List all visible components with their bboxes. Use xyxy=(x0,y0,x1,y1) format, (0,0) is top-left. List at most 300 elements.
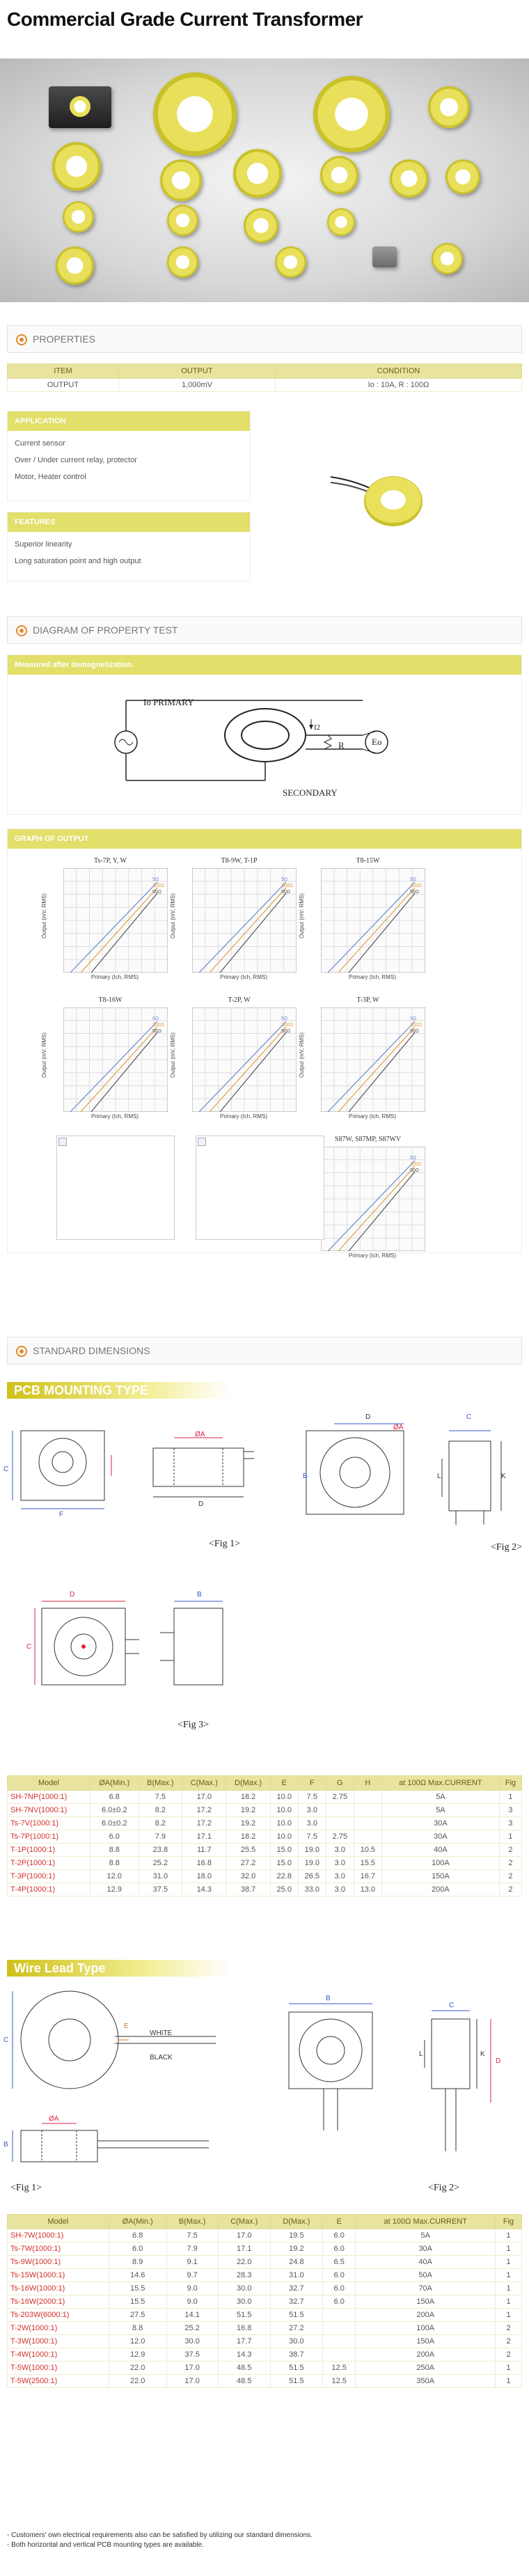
table-cell: 3.0 xyxy=(298,1817,326,1830)
table-cell: 13.0 xyxy=(354,1883,381,1896)
page-title: Commercial Grade Current Transformer xyxy=(7,8,363,30)
table-cell: Ts-9W(1000:1) xyxy=(8,2256,109,2269)
ring-ct-product xyxy=(275,246,306,278)
table-row xyxy=(8,1817,522,1830)
table-cell: 1 xyxy=(499,1830,521,1844)
table-cell: 31.0 xyxy=(270,2269,322,2282)
table-cell: 3 xyxy=(499,1817,521,1830)
column-header: ØA(Min.) xyxy=(109,2215,166,2229)
column-header: OUTPUT xyxy=(119,364,276,379)
table-cell: 6.0 xyxy=(322,2229,356,2243)
table-cell: 16.7 xyxy=(354,1870,381,1883)
black-ct-product xyxy=(49,86,111,128)
table-cell xyxy=(326,1817,354,1830)
chart-title: T8-15W xyxy=(356,857,380,865)
table-cell: Io : 10A, R : 100Ω xyxy=(276,379,522,392)
table-cell: 1 xyxy=(496,2375,522,2388)
legend-entry: 100Ω xyxy=(410,1023,422,1028)
ring-ct-product xyxy=(390,159,428,198)
table-cell: 50A xyxy=(356,2269,496,2282)
table-cell: 7.5 xyxy=(298,1791,326,1804)
table-cell: 17.0 xyxy=(218,2229,270,2243)
table-cell: 1 xyxy=(496,2295,522,2309)
table-cell: 3.0 xyxy=(326,1857,354,1870)
column-header: B(Max.) xyxy=(139,1776,182,1791)
table-cell: Ts-16W(1000:1) xyxy=(8,2282,109,2295)
table-cell: 3.0 xyxy=(326,1883,354,1896)
table-cell: 17.0 xyxy=(166,2362,218,2375)
table-cell: T-3P(1000:1) xyxy=(8,1870,90,1883)
table-cell: 17.1 xyxy=(182,1830,226,1844)
primary-label: Io PRIMARY xyxy=(143,697,194,707)
table-row xyxy=(8,2309,522,2322)
table-cell: 19.0 xyxy=(298,1857,326,1870)
table-cell: 2 xyxy=(496,2348,522,2362)
table-cell: 51.5 xyxy=(218,2309,270,2322)
table-row xyxy=(8,1857,522,1870)
table-cell: 1 xyxy=(499,1791,521,1804)
y-axis-label: Output (mV, RMS) xyxy=(170,893,177,939)
legend-entry: 100Ω xyxy=(281,1023,293,1028)
table-cell: 51.5 xyxy=(270,2375,322,2388)
table-row xyxy=(8,2375,522,2388)
table-cell: 9.7 xyxy=(166,2269,218,2282)
legend-entry: 100Ω xyxy=(152,883,164,888)
table-row xyxy=(8,1844,522,1857)
table-cell: 7.5 xyxy=(139,1791,182,1804)
table-cell: 6.5 xyxy=(322,2256,356,2269)
table-cell: OUTPUT xyxy=(8,379,119,392)
table-cell: 23.8 xyxy=(139,1844,182,1857)
table-cell: 8.8 xyxy=(90,1857,139,1870)
table-cell: 5A xyxy=(381,1804,499,1817)
wire-fig1-side-drawing xyxy=(7,2116,223,2172)
ring-ct-product xyxy=(167,205,198,236)
table-cell: 15.5 xyxy=(109,2295,166,2309)
table-cell: 25.0 xyxy=(270,1883,298,1896)
notes xyxy=(7,2531,522,2550)
table-cell: 22.0 xyxy=(218,2256,270,2269)
y-axis-label: Output (mV, RMS) xyxy=(41,893,48,939)
feature-item: Long saturation point and high output xyxy=(15,557,141,565)
table-cell: 14.6 xyxy=(109,2269,166,2282)
ring-ct-product xyxy=(313,76,390,152)
x-axis-label: Primary (Ich, RMS) xyxy=(349,1252,396,1259)
output-chart xyxy=(170,996,300,1125)
table-cell: 18.2 xyxy=(226,1830,270,1844)
table-cell: 2 xyxy=(496,2335,522,2348)
table-cell: 2.75 xyxy=(326,1830,354,1844)
table-cell: 2 xyxy=(499,1857,521,1870)
column-header: E xyxy=(322,2215,356,2229)
table-cell: 17.0 xyxy=(166,2375,218,2388)
legend-entry: 5Ω xyxy=(152,877,159,882)
ring-ct-product xyxy=(432,243,463,274)
table-cell: 15.0 xyxy=(270,1857,298,1870)
table-cell: T-1P(1000:1) xyxy=(8,1844,90,1857)
legend-entry: 5Ω xyxy=(410,1156,417,1161)
table-cell: 1 xyxy=(496,2282,522,2295)
table-cell: 6.0 xyxy=(109,2243,166,2256)
table-cell: 32.7 xyxy=(270,2295,322,2309)
table-cell: 27.5 xyxy=(109,2309,166,2322)
ring-ct-product xyxy=(56,246,94,285)
table-cell: 6.8 xyxy=(90,1791,139,1804)
features-title: FEATURES xyxy=(8,512,250,532)
table-cell: 33.0 xyxy=(298,1883,326,1896)
table-cell: 18.2 xyxy=(226,1791,270,1804)
table-cell: 37.5 xyxy=(166,2348,218,2362)
y-axis-label: Output (mV, RMS) xyxy=(299,893,306,939)
table-row xyxy=(8,2348,522,2362)
chart-plot-area xyxy=(63,868,168,973)
x-axis-label: Primary (Ich, RMS) xyxy=(220,974,267,980)
column-header: G xyxy=(326,1776,354,1791)
table-cell xyxy=(322,2309,356,2322)
section-diagram xyxy=(7,616,522,644)
wire-dimensions-table xyxy=(7,2214,522,2388)
table-cell xyxy=(322,2335,356,2348)
application-panel xyxy=(7,411,251,501)
legend-entry: 5Ω xyxy=(152,1016,159,1021)
x-axis-label: Primary (Ich, RMS) xyxy=(91,1113,139,1120)
table-row xyxy=(8,2362,522,2375)
chart-plot-area xyxy=(192,868,297,973)
table-cell: 14.1 xyxy=(166,2309,218,2322)
table-cell: 3.0 xyxy=(326,1870,354,1883)
table-cell: 12.5 xyxy=(322,2362,356,2375)
table-cell: 30A xyxy=(356,2243,496,2256)
wire-fig1-drawing xyxy=(7,1984,258,2096)
table-cell xyxy=(354,1817,381,1830)
legend-entry: 5Ω xyxy=(410,877,417,882)
ring-ct-product xyxy=(428,86,470,128)
legend-entry: 100Ω xyxy=(281,883,293,888)
application-item: Over / Under current relay, protector xyxy=(15,456,137,464)
table-cell: 48.5 xyxy=(218,2375,270,2388)
table-cell: Ts-16W(2000:1) xyxy=(8,2295,109,2309)
pcb-fig1-drawing xyxy=(7,1417,271,1535)
table-cell: 8.8 xyxy=(109,2322,166,2335)
table-cell: 12.0 xyxy=(90,1870,139,1883)
chart-title: T8-16W xyxy=(98,996,123,1004)
table-cell: 17.7 xyxy=(218,2335,270,2348)
bullet-icon xyxy=(16,334,27,345)
section-label: DIAGRAM OF PROPERTY TEST xyxy=(33,625,178,636)
chart-title: T-2P, W xyxy=(228,996,251,1004)
table-cell: 350A xyxy=(356,2375,496,2388)
ring-ct-product xyxy=(244,208,278,243)
i2-label: I2 xyxy=(314,723,321,732)
table-cell: 22.8 xyxy=(270,1870,298,1883)
output-chart xyxy=(41,996,171,1125)
table-cell: 100A xyxy=(381,1857,499,1870)
column-header: D(Max.) xyxy=(270,2215,322,2229)
table-cell: T-4W(1000:1) xyxy=(8,2348,109,2362)
x-axis-label: Primary (Ich, RMS) xyxy=(91,974,139,980)
table-cell: T-2P(1000:1) xyxy=(8,1857,90,1870)
small-ct-product xyxy=(372,246,397,267)
x-axis-label: Primary (Ich, RMS) xyxy=(349,1113,396,1120)
column-header: ØA(Min.) xyxy=(90,1776,139,1791)
table-row xyxy=(8,2335,522,2348)
table-row xyxy=(8,2229,522,2243)
table-cell: 30.0 xyxy=(218,2282,270,2295)
table-cell: 5A xyxy=(356,2229,496,2243)
table-cell: 6.0±0.2 xyxy=(90,1804,139,1817)
table-cell: 30.0 xyxy=(166,2335,218,2348)
table-cell: 18.0 xyxy=(182,1870,226,1883)
legend-entry: 5Ω xyxy=(281,1016,288,1021)
table-cell: SH-7NP(1000:1) xyxy=(8,1791,90,1804)
table-cell: 30A xyxy=(381,1830,499,1844)
table-cell: 51.5 xyxy=(270,2362,322,2375)
legend-entry: 50Ω xyxy=(410,890,420,895)
output-chart xyxy=(299,857,429,986)
table-cell: 30.0 xyxy=(218,2295,270,2309)
table-row xyxy=(8,1870,522,1883)
table-cell: 2 xyxy=(499,1870,521,1883)
table-cell: 22.0 xyxy=(109,2375,166,2388)
column-header: CONDITION xyxy=(276,364,522,379)
table-cell: 8.9 xyxy=(109,2256,166,2269)
table-cell: 16.8 xyxy=(182,1857,226,1870)
table-cell: 1 xyxy=(496,2269,522,2282)
table-cell: 15.5 xyxy=(354,1857,381,1870)
y-axis-label: Output (mV, RMS) xyxy=(299,1032,306,1078)
ring-ct-product xyxy=(167,246,198,278)
pcb-fig2-drawing xyxy=(292,1410,522,1542)
table-cell: 6.0±0.2 xyxy=(90,1817,139,1830)
table-cell: 6.8 xyxy=(109,2229,166,2243)
table-cell: 7.5 xyxy=(166,2229,218,2243)
pcb-fig2-label: <Fig 2> xyxy=(491,1542,522,1553)
ring-ct-product xyxy=(52,142,101,191)
feature-item: Superior linearity xyxy=(15,540,72,549)
table-cell: 3.0 xyxy=(326,1844,354,1857)
table-cell: 10.0 xyxy=(270,1817,298,1830)
table-cell: 5A xyxy=(381,1791,499,1804)
pcb-fig1-label: <Fig 1> xyxy=(209,1539,240,1549)
table-cell: 3 xyxy=(499,1804,521,1817)
section-label: PROPERTIES xyxy=(33,333,95,345)
table-cell: 27.2 xyxy=(226,1857,270,1870)
table-cell: 2 xyxy=(499,1844,521,1857)
table-cell: 51.5 xyxy=(270,2309,322,2322)
chart-plot-area xyxy=(321,1147,425,1251)
column-header: Model xyxy=(8,2215,109,2229)
table-cell: 31.0 xyxy=(139,1870,182,1883)
column-header: Model xyxy=(8,1776,90,1791)
pcb-dimensions-table xyxy=(7,1775,522,1896)
wire-banner: Wire Lead Type xyxy=(7,1960,230,1977)
table-cell: 9.1 xyxy=(166,2256,218,2269)
column-header: C(Max.) xyxy=(218,2215,270,2229)
table-cell: T-2W(1000:1) xyxy=(8,2322,109,2335)
legend-entry: 100Ω xyxy=(410,1162,422,1167)
table-cell: 8.2 xyxy=(139,1817,182,1830)
table-cell: 11.7 xyxy=(182,1844,226,1857)
y-axis-label: Output (mV, RMS) xyxy=(170,1032,177,1078)
table-row xyxy=(8,2282,522,2295)
table-cell: SH-7W(1000:1) xyxy=(8,2229,109,2243)
note-item: - Customers' own electrical requirements also can be satisfied by utilizing our standard dimensions. xyxy=(7,2531,313,2539)
application-product-photo xyxy=(327,456,425,533)
table-cell: SH-7NV(1000:1) xyxy=(8,1804,90,1817)
table-cell: 150A xyxy=(356,2295,496,2309)
pcb-fig3-drawing xyxy=(21,1591,258,1702)
table-cell: 26.5 xyxy=(298,1870,326,1883)
ring-ct-product xyxy=(320,156,358,194)
black-wire-label: BLACK xyxy=(150,2054,173,2061)
table-cell: 7.9 xyxy=(139,1830,182,1844)
table-cell: 150A xyxy=(356,2335,496,2348)
table-cell: 25.2 xyxy=(166,2322,218,2335)
y-axis-label: Output (mV, RMS) xyxy=(41,1032,48,1078)
table-cell: 32.0 xyxy=(226,1870,270,1883)
output-chart xyxy=(307,1136,429,1264)
table-cell: 250A xyxy=(356,2362,496,2375)
table-cell: 6.0 xyxy=(322,2243,356,2256)
r-label: R xyxy=(338,740,345,751)
output-chart xyxy=(41,857,171,986)
note-item: - Both horizontal and vertical PCB mounting types are available. xyxy=(7,2541,204,2549)
table-cell: Ts-7P(1000:1) xyxy=(8,1830,90,1844)
pcb-fig3-label: <Fig 3> xyxy=(177,1720,209,1730)
table-cell: 3.0 xyxy=(298,1804,326,1817)
application-item: Motor, Heater control xyxy=(15,473,86,481)
table-cell: T-5W(2500:1) xyxy=(8,2375,109,2388)
table-cell: 24.8 xyxy=(270,2256,322,2269)
table-cell: T-4P(1000:1) xyxy=(8,1883,90,1896)
legend-entry: 50Ω xyxy=(410,1029,420,1034)
chart-plot-area xyxy=(321,868,425,973)
table-row xyxy=(8,2269,522,2282)
legend-entry: 50Ω xyxy=(410,1168,420,1173)
table-cell: 150A xyxy=(381,1870,499,1883)
features-panel xyxy=(7,512,251,581)
legend-entry: 50Ω xyxy=(281,1029,291,1034)
table-cell: 2 xyxy=(496,2322,522,2335)
table-cell: 25.2 xyxy=(139,1857,182,1870)
graph-panel xyxy=(7,828,522,1259)
table-cell: T-5W(1000:1) xyxy=(8,2362,109,2375)
measurement-panel xyxy=(7,654,522,815)
table-cell: 17.2 xyxy=(182,1804,226,1817)
bullet-icon xyxy=(16,625,27,636)
chart-title: Ts-7P, Y, W xyxy=(94,857,127,865)
ring-ct-product xyxy=(327,208,355,236)
table-cell: 2.75 xyxy=(326,1791,354,1804)
eo-label: Eo xyxy=(372,737,382,747)
table-row xyxy=(8,1883,522,1896)
ring-ct-product xyxy=(153,72,237,156)
table-cell: 17.0 xyxy=(182,1791,226,1804)
table-cell xyxy=(354,1804,381,1817)
table-cell: 19.2 xyxy=(226,1804,270,1817)
table-cell: 15.0 xyxy=(270,1844,298,1857)
table-cell: 38.7 xyxy=(270,2348,322,2362)
table-cell: 14.3 xyxy=(182,1883,226,1896)
table-cell: 70A xyxy=(356,2282,496,2295)
white-wire-label: WHITE xyxy=(150,2029,173,2037)
column-header: D(Max.) xyxy=(226,1776,270,1791)
missing-image-icon xyxy=(56,1136,175,1240)
table-cell: 9.0 xyxy=(166,2282,218,2295)
table-cell: 25.5 xyxy=(226,1844,270,1857)
table-cell: 14.3 xyxy=(218,2348,270,2362)
table-cell: Ts-15W(1000:1) xyxy=(8,2269,109,2282)
properties-table xyxy=(7,363,522,392)
table-row xyxy=(8,1804,522,1817)
table-cell: 1 xyxy=(496,2309,522,2322)
table-cell: 200A xyxy=(356,2309,496,2322)
wire-fig1-label: <Fig 1> xyxy=(10,2183,42,2193)
table-cell: 1 xyxy=(496,2362,522,2375)
ring-ct-product xyxy=(160,159,202,201)
table-cell: 10.0 xyxy=(270,1804,298,1817)
table-cell: 6.0 xyxy=(90,1830,139,1844)
legend-entry: 5Ω xyxy=(281,877,288,882)
table-cell: 15.5 xyxy=(109,2282,166,2295)
x-axis-label: Primary (Ich, RMS) xyxy=(220,1113,267,1120)
table-cell: 2 xyxy=(499,1883,521,1896)
column-header: ITEM xyxy=(8,364,119,379)
table-cell: 8.2 xyxy=(139,1804,182,1817)
table-cell: 32.7 xyxy=(270,2282,322,2295)
table-cell: 10.5 xyxy=(354,1844,381,1857)
table-cell: 22.0 xyxy=(109,2362,166,2375)
table-cell: 40A xyxy=(356,2256,496,2269)
legend-entry: 50Ω xyxy=(152,890,162,895)
x-axis-label: Primary (Ich, RMS) xyxy=(349,974,396,980)
table-cell: 16.8 xyxy=(218,2322,270,2335)
table-cell: 28.3 xyxy=(218,2269,270,2282)
table-row xyxy=(8,2295,522,2309)
table-cell: 12.0 xyxy=(109,2335,166,2348)
secondary-label: SECONDARY xyxy=(283,787,338,798)
table-cell: 40A xyxy=(381,1844,499,1857)
table-cell: 1,000mV xyxy=(119,379,276,392)
measurement-title: Measured after demagnetization. xyxy=(8,655,521,675)
table-cell xyxy=(326,1804,354,1817)
table-cell xyxy=(354,1830,381,1844)
chart-title: T8-9W, T-1P xyxy=(221,857,258,865)
table-cell: 12.9 xyxy=(109,2348,166,2362)
column-header: E xyxy=(270,1776,298,1791)
column-header: C(Max.) xyxy=(182,1776,226,1791)
table-cell: 10.0 xyxy=(270,1830,298,1844)
table-cell: 8.8 xyxy=(90,1844,139,1857)
table-cell: 12.9 xyxy=(90,1883,139,1896)
bullet-icon xyxy=(16,1346,27,1357)
output-chart xyxy=(299,996,429,1125)
legend-entry: 100Ω xyxy=(410,883,422,888)
column-header: B(Max.) xyxy=(166,2215,218,2229)
table-cell: 19.2 xyxy=(226,1817,270,1830)
pcb-banner: PCB MOUNTING TYPE xyxy=(7,1382,230,1399)
table-cell: 200A xyxy=(356,2348,496,2362)
table-cell: 30.0 xyxy=(270,2335,322,2348)
table-cell: 6.0 xyxy=(322,2295,356,2309)
table-cell: Ts-7W(1000:1) xyxy=(8,2243,109,2256)
table-cell: 1 xyxy=(496,2229,522,2243)
application-item: Current sensor xyxy=(15,439,65,448)
table-cell: 19.2 xyxy=(270,2243,322,2256)
section-label: STANDARD DIMENSIONS xyxy=(33,1345,150,1356)
chart-plot-area xyxy=(63,1007,168,1112)
column-header: H xyxy=(354,1776,381,1791)
